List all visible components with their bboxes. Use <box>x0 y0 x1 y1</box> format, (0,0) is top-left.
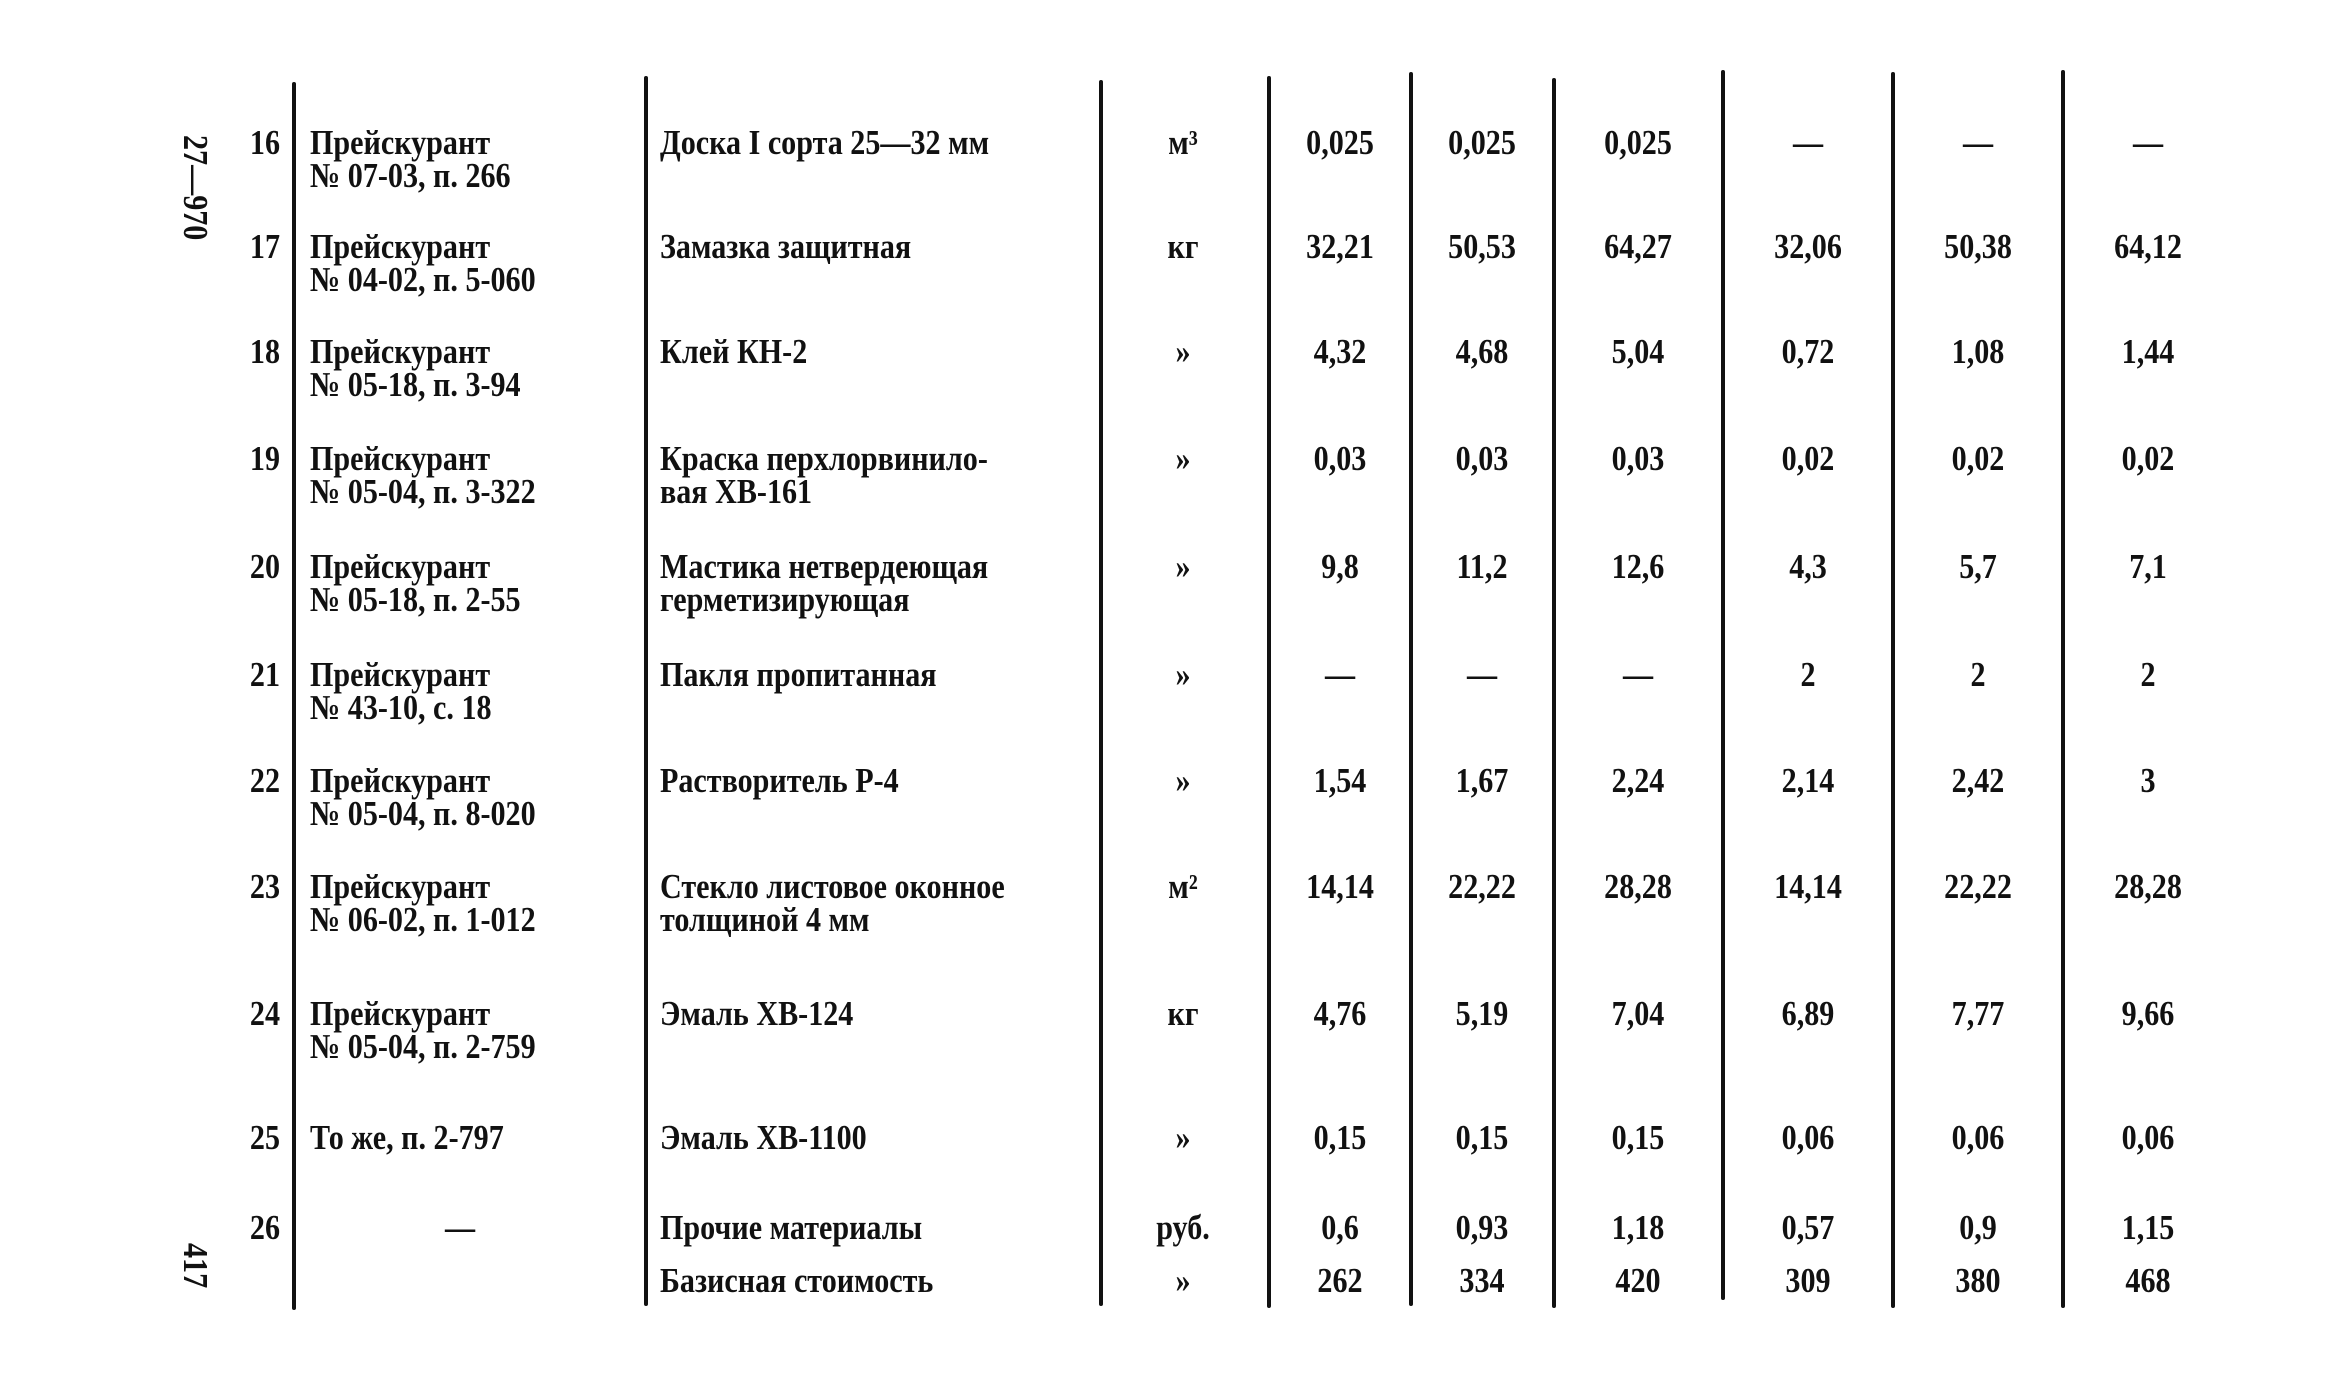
quantity-cell: — <box>1466 655 1498 694</box>
unit: » <box>1175 547 1191 586</box>
total-cell: 262 <box>1317 1261 1363 1300</box>
material-name-line: Замазка защитная <box>660 227 912 266</box>
quantity-cell: 4,76 <box>1313 994 1367 1033</box>
source-reference: Прейскурант <box>310 227 491 266</box>
quantity-cell: 1,54 <box>1313 761 1367 800</box>
quantity-cell: 5,19 <box>1455 994 1509 1033</box>
quantity-cell: 0,03 <box>1455 439 1509 478</box>
source-reference: № 06-02, п. 1-012 <box>310 900 536 939</box>
source-reference: Прейскурант <box>310 123 491 162</box>
quantity-cell: 2 <box>1800 655 1816 694</box>
material-name-line: Эмаль ХВ-124 <box>660 994 854 1033</box>
quantity-cell: 0,93 <box>1455 1208 1509 1247</box>
rule-source <box>644 76 648 1306</box>
source-reference: № 07-03, п. 266 <box>310 156 511 195</box>
material-name-line: Прочие материалы <box>660 1208 923 1247</box>
quantity-cell: 0,03 <box>1611 439 1665 478</box>
source-reference: Прейскурант <box>310 761 491 800</box>
source-reference: № 05-04, п. 8-020 <box>310 794 536 833</box>
quantity-cell: 6,89 <box>1781 994 1835 1033</box>
total-label: Базисная стоимость <box>660 1261 934 1300</box>
quantity-cell: 22,22 <box>1448 867 1516 906</box>
quantity-cell: 9,8 <box>1321 547 1359 586</box>
quantity-cell: — <box>1622 655 1654 694</box>
quantity-cell: — <box>1324 655 1356 694</box>
quantity-cell: 1,15 <box>2121 1208 2175 1247</box>
quantity-cell: 64,12 <box>2114 227 2182 266</box>
material-name-line: Эмаль ХВ-1100 <box>660 1118 867 1157</box>
quantity-cell: 5,04 <box>1611 332 1665 371</box>
material-name-line: толщиной 4 мм <box>660 900 870 939</box>
material-name-line: Краска перхлорвинило- <box>660 439 988 478</box>
source-reference: Прейскурант <box>310 332 491 371</box>
quantity-cell: 0,57 <box>1781 1208 1835 1247</box>
quantity-cell: — <box>1962 123 1994 162</box>
quantity-cell: 0,02 <box>1951 439 2005 478</box>
material-name-line: Мастика нетвердеющая <box>660 547 989 586</box>
total-cell: 420 <box>1615 1261 1661 1300</box>
quantity-cell: 9,66 <box>2121 994 2175 1033</box>
total-cell: 468 <box>2125 1261 2171 1300</box>
unit: м² <box>1168 867 1198 906</box>
quantity-cell: — <box>1792 123 1824 162</box>
quantity-cell: 0,025 <box>1448 123 1516 162</box>
quantity-cell: 3 <box>2140 761 2156 800</box>
row-number: 26 <box>249 1208 280 1247</box>
material-name-line: Доска I сорта 25—32 мм <box>660 123 990 162</box>
source-reference: Прейскурант <box>310 655 491 694</box>
material-name-line: Клей КН-2 <box>660 332 808 371</box>
source-reference: Прейскурант <box>310 439 491 478</box>
row-number: 24 <box>249 994 280 1033</box>
rule-name <box>1099 80 1103 1306</box>
material-name-line: Растворитель Р-4 <box>660 761 899 800</box>
unit: » <box>1175 332 1191 371</box>
rule-col5 <box>2061 70 2065 1308</box>
row-number: 18 <box>249 332 280 371</box>
quantity-cell: 7,1 <box>2129 547 2167 586</box>
row-number: 25 <box>249 1118 280 1157</box>
quantity-cell: 14,14 <box>1306 867 1374 906</box>
quantity-cell: 22,22 <box>1944 867 2012 906</box>
quantity-cell: 0,02 <box>2121 439 2175 478</box>
total-cell: 380 <box>1955 1261 2001 1300</box>
source-reference: № 05-18, п. 2-55 <box>310 580 521 619</box>
total-cell: 334 <box>1459 1261 1505 1300</box>
quantity-cell: 0,06 <box>2121 1118 2175 1157</box>
quantity-cell: 0,15 <box>1611 1118 1665 1157</box>
source-reference: Прейскурант <box>310 867 491 906</box>
quantity-cell: 0,06 <box>1951 1118 2005 1157</box>
quantity-cell: 7,77 <box>1951 994 2005 1033</box>
unit: кг <box>1167 227 1199 266</box>
rule-col2 <box>1552 78 1556 1308</box>
quantity-cell: 0,02 <box>1781 439 1835 478</box>
quantity-cell: 2,14 <box>1781 761 1835 800</box>
quantity-cell: 1,44 <box>2121 332 2175 371</box>
source-reference: — <box>445 1208 476 1247</box>
rule-col3 <box>1721 70 1725 1300</box>
material-name-line: Стекло листовое оконное <box>660 867 1005 906</box>
material-name-line: Пакля пропитанная <box>660 655 937 694</box>
quantity-cell: 28,28 <box>1604 867 1672 906</box>
source-reference: № 05-18, п. 3-94 <box>310 365 521 404</box>
source-reference: То же, п. 2-797 <box>310 1118 504 1157</box>
quantity-cell: 32,21 <box>1306 227 1374 266</box>
quantity-cell: 2,24 <box>1611 761 1665 800</box>
unit: » <box>1175 1118 1191 1157</box>
quantity-cell: 0,15 <box>1313 1118 1367 1157</box>
row-number: 17 <box>249 227 280 266</box>
unit: » <box>1175 655 1191 694</box>
row-number: 16 <box>249 123 280 162</box>
row-number: 21 <box>249 655 280 694</box>
source-reference: № 05-04, п. 2-759 <box>310 1027 536 1066</box>
quantity-cell: 14,14 <box>1774 867 1842 906</box>
rule-rownum <box>292 82 296 1310</box>
rule-col4 <box>1891 72 1895 1308</box>
rule-col1 <box>1409 72 1413 1306</box>
unit: » <box>1175 1261 1191 1300</box>
row-number: 22 <box>249 761 280 800</box>
quantity-cell: 0,025 <box>1306 123 1374 162</box>
row-number: 19 <box>249 439 280 478</box>
row-number: 20 <box>249 547 280 586</box>
quantity-cell: 0,025 <box>1604 123 1672 162</box>
material-name-line: герметизирующая <box>660 580 910 619</box>
quantity-cell: 0,15 <box>1455 1118 1509 1157</box>
quantity-cell: 0,72 <box>1781 332 1835 371</box>
quantity-cell: 7,04 <box>1611 994 1665 1033</box>
unit: кг <box>1167 994 1199 1033</box>
quantity-cell: 0,03 <box>1313 439 1367 478</box>
unit: руб. <box>1156 1208 1210 1247</box>
quantity-cell: 4,68 <box>1455 332 1509 371</box>
quantity-cell: — <box>2132 123 2164 162</box>
quantity-cell: 5,7 <box>1959 547 1997 586</box>
row-number: 23 <box>249 867 280 906</box>
quantity-cell: 28,28 <box>2114 867 2182 906</box>
quantity-cell: 1,18 <box>1611 1208 1665 1247</box>
quantity-cell: 2 <box>1970 655 1986 694</box>
unit: » <box>1175 761 1191 800</box>
quantity-cell: 1,08 <box>1951 332 2005 371</box>
margin-code: 27—970 <box>176 135 215 241</box>
quantity-cell: 0,06 <box>1781 1118 1835 1157</box>
rule-unit <box>1267 76 1271 1308</box>
unit: м³ <box>1168 123 1198 162</box>
quantity-cell: 0,6 <box>1321 1208 1359 1247</box>
quantity-cell: 50,38 <box>1944 227 2012 266</box>
quantity-cell: 1,67 <box>1455 761 1509 800</box>
quantity-cell: 4,32 <box>1313 332 1367 371</box>
source-reference: № 04-02, п. 5-060 <box>310 260 536 299</box>
quantity-cell: 32,06 <box>1774 227 1842 266</box>
total-cell: 309 <box>1785 1261 1831 1300</box>
source-reference: Прейскурант <box>310 994 491 1033</box>
quantity-cell: 2 <box>2140 655 2156 694</box>
quantity-cell: 11,2 <box>1456 547 1508 586</box>
source-reference: Прейскурант <box>310 547 491 586</box>
source-reference: № 05-04, п. 3-322 <box>310 472 536 511</box>
material-name-line: вая ХВ-161 <box>660 472 813 511</box>
quantity-cell: 64,27 <box>1604 227 1672 266</box>
page-number: 417 <box>176 1243 215 1289</box>
quantity-cell: 50,53 <box>1448 227 1516 266</box>
quantity-cell: 4,3 <box>1789 547 1827 586</box>
quantity-cell: 0,9 <box>1959 1208 1997 1247</box>
quantity-cell: 12,6 <box>1611 547 1665 586</box>
quantity-cell: 2,42 <box>1951 761 2005 800</box>
unit: » <box>1175 439 1191 478</box>
source-reference: № 43-10, с. 18 <box>310 688 492 727</box>
